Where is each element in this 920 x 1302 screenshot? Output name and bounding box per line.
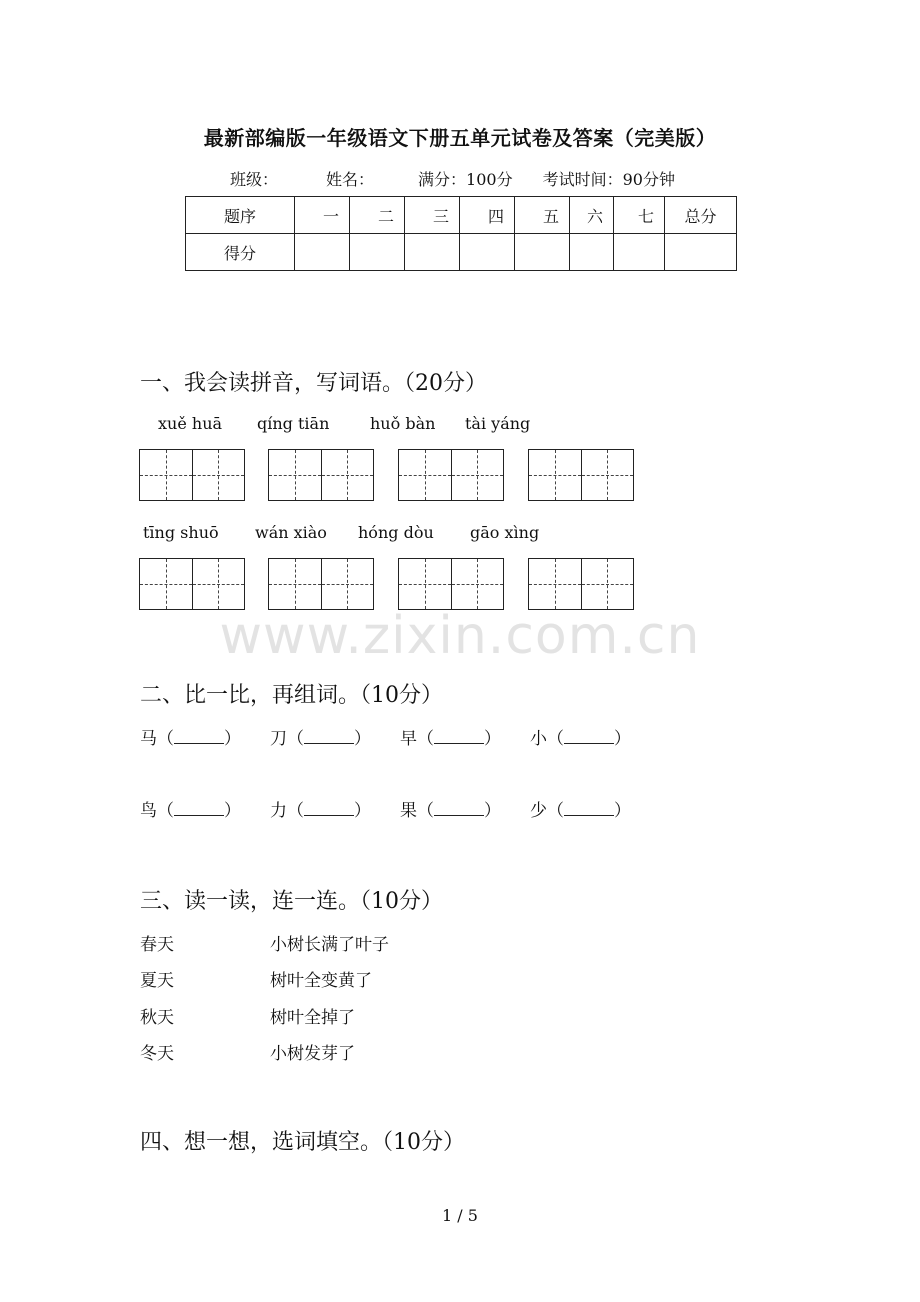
score-table-label-score: 得分 <box>186 234 295 271</box>
compare-item: 早（ ） <box>400 729 501 749</box>
score-col-5: 五 <box>515 197 570 234</box>
full-score: 满分：100分 <box>418 170 513 189</box>
writing-grid[interactable] <box>398 558 504 610</box>
score-table-header-row <box>186 197 737 234</box>
score-cell[interactable] <box>570 234 614 271</box>
season-item[interactable]: 春天 <box>140 935 174 955</box>
score-col-6: 六 <box>570 197 614 234</box>
compare-item: 小（ ） <box>530 729 631 749</box>
pinyin-7: hóng dòu <box>358 523 434 542</box>
season-item[interactable]: 夏天 <box>140 971 174 991</box>
watermark: www.zixin.com.cn <box>219 606 701 666</box>
score-cell[interactable] <box>405 234 460 271</box>
section1-heading: 一、我会读拼音，写词语。（20分） <box>140 371 487 396</box>
section4-heading: 四、想一想，选词填空。（10分） <box>140 1130 465 1155</box>
score-table-label-order: 题序 <box>186 197 295 234</box>
compare-item: 力（ ） <box>270 801 371 821</box>
score-col-4: 四 <box>460 197 515 234</box>
exam-time: 考试时间：90分钟 <box>542 170 675 189</box>
answer-blank[interactable] <box>174 729 224 744</box>
exam-info <box>230 167 675 190</box>
score-col-3: 三 <box>405 197 460 234</box>
writing-grid[interactable] <box>528 558 634 610</box>
writing-grid[interactable] <box>139 558 245 610</box>
score-col-7: 七 <box>614 197 665 234</box>
compare-item: 少（ ） <box>530 801 631 821</box>
score-col-2: 二 <box>350 197 405 234</box>
answer-blank[interactable] <box>434 801 484 816</box>
class-label: 班级： <box>230 170 279 189</box>
section2-heading: 二、比一比，再组词。（10分） <box>140 683 443 708</box>
writing-grid[interactable] <box>268 449 374 501</box>
pinyin-6: wán xiào <box>255 523 327 542</box>
name-label: 姓名： <box>326 170 375 189</box>
description-item[interactable]: 树叶全变黄了 <box>270 971 372 991</box>
document-title: 最新部编版一年级语文下册五单元试卷及答案（完美版） <box>203 126 717 150</box>
answer-blank[interactable] <box>174 801 224 816</box>
answer-blank[interactable] <box>304 801 354 816</box>
pinyin-3: huǒ bàn <box>370 414 436 433</box>
pinyin-2: qíng tiān <box>257 414 330 433</box>
pinyin-4: tài yáng <box>465 414 531 433</box>
description-item[interactable]: 树叶全掉了 <box>270 1008 355 1028</box>
score-cell[interactable] <box>460 234 515 271</box>
compare-item: 果（ ） <box>400 801 501 821</box>
answer-blank[interactable] <box>564 801 614 816</box>
description-item[interactable]: 小树发芽了 <box>270 1044 355 1064</box>
pinyin-1: xuě huā <box>158 414 223 433</box>
answer-blank[interactable] <box>564 729 614 744</box>
score-col-total: 总分 <box>665 197 737 234</box>
description-item[interactable]: 小树长满了叶子 <box>270 935 389 955</box>
score-table-score-row <box>186 234 737 271</box>
score-cell[interactable] <box>295 234 350 271</box>
writing-grid[interactable] <box>528 449 634 501</box>
score-cell[interactable] <box>515 234 570 271</box>
score-table <box>185 196 737 271</box>
compare-item: 马（ ） <box>140 729 241 749</box>
pinyin-8: gāo xìng <box>470 523 540 542</box>
score-cell[interactable] <box>350 234 405 271</box>
answer-blank[interactable] <box>304 729 354 744</box>
writing-grid[interactable] <box>268 558 374 610</box>
score-cell[interactable] <box>614 234 665 271</box>
answer-blank[interactable] <box>434 729 484 744</box>
writing-grid[interactable] <box>398 449 504 501</box>
season-item[interactable]: 秋天 <box>140 1008 174 1028</box>
score-cell[interactable] <box>665 234 737 271</box>
writing-grid[interactable] <box>139 449 245 501</box>
season-item[interactable]: 冬天 <box>140 1044 174 1064</box>
compare-item: 刀（ ） <box>270 729 371 749</box>
page-number: 1 / 5 <box>442 1206 478 1225</box>
score-col-1: 一 <box>295 197 350 234</box>
section3-heading: 三、读一读，连一连。（10分） <box>140 889 443 914</box>
compare-item: 鸟（ ） <box>140 801 241 821</box>
pinyin-5: tīng shuō <box>143 523 219 542</box>
